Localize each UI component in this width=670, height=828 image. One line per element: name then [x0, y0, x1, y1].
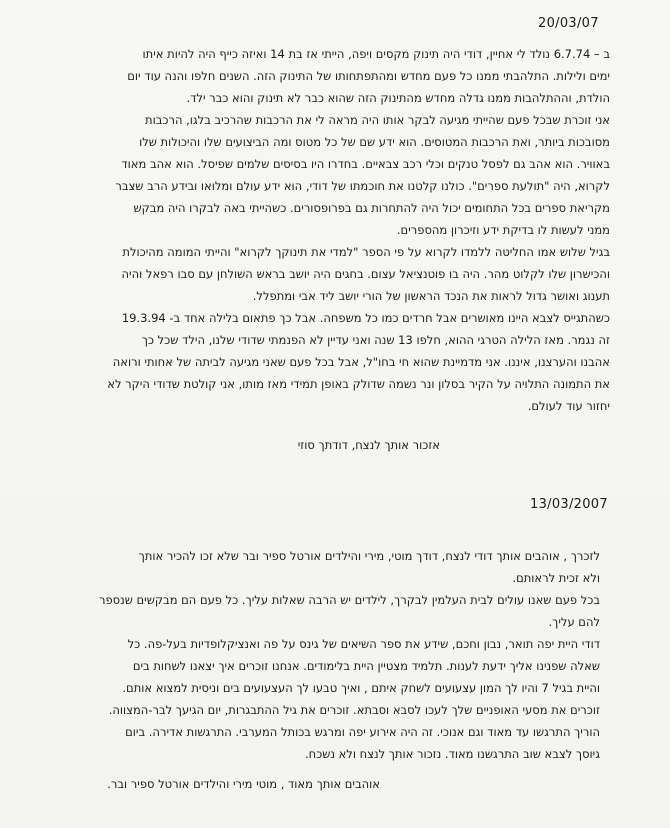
letter-1-line: יחזור עוד לעולם.	[527, 399, 610, 413]
letter-1-line: אהבנו והערצנו, איננו. אני מדמיינת שהוא חי בחו"ל, אבל בכל פעם שאני מגיעה לביתה של אחותי ורואה	[112, 355, 610, 369]
letter-1-line: באוויר. הוא אהב גם לפסל טנקים וכלי רכב צבאיים. בחדרו היו בסיסים שלמים שפיסל. הוא אהב מאוד	[121, 157, 610, 171]
letter-1-line: לקרוא, היה "תולעת ספרים". כולנו קלטנו את חוכמתו של דודי, הוא ידע עולם ומלואו ובידע הרב שצבר	[115, 179, 610, 193]
letter-2-line: ולא זכית לראותם.	[512, 571, 600, 585]
letter-1-line: תענוג ואושר גדול לראות את הנכד הראשון של הורי יושב ליד אבי ומתפלל.	[252, 289, 610, 303]
letter-2-date: 13/03/2007	[530, 497, 608, 512]
letter-2-line: זוכרים את מסעי האופניים שלך לעכו לסבא וסבתא. זוכרים את גיל ההתבגרות, יום הגיעך לבר-המצווה.	[108, 703, 600, 717]
letter-1-line: בגיל שלוש אמו החליטה ללמדו לקרוא על פי הספר "למדי את תינוקך לקרוא" והייתי המומה מהיכולת	[122, 245, 610, 259]
letter-1-line: מסובכות ביותר, ואת הרכבות המטוסים. הוא ידע שם של כל מטוס ומה הביצועים שלו והיכולות שלו	[139, 135, 610, 149]
letter-2-body	[60, 545, 600, 765]
letter-1-signature: אזכור אותך לנצח, דודתך סוזי	[297, 438, 440, 452]
letter-1-line: ב – 6.7.74 נולד לי אחיין, דודי היה תינוק מקסים ויפה, הייתי אז בת 14 ואיזה כייף היה להיות איתו	[142, 47, 610, 61]
letter-2-line: גיוסך לצבא שוב התרגשנו מאוד. נזכור אותך לנצח ולא נשכח.	[304, 747, 600, 761]
letter-1-line: הולדת, וההתלהבות ממנו גדלה מחדש מהתינוק הזה שהוא כבר לא תינוק והוא כבר ילד.	[186, 91, 610, 105]
letter-1-date: 20/03/07	[538, 16, 599, 31]
letter-1-line: ממני לעשות לו בדיקת ידע וזיכרון מהספרים.	[396, 223, 610, 237]
letter-1-line: את התמונה התלויה על הקיר בסלון ונר נשמה שדולק באופן תמידי מאז מותו, אני קולטת שדודי היקר לא	[107, 377, 610, 391]
letter-2-line: שאלה שפנינו אליך ידעת לענות. תלמיד מצטיין היית בלימודים. אנחנו זוכרים איך יצאנו לשחות בים	[132, 659, 600, 673]
letter-1-body	[50, 43, 610, 417]
letter-2-line: לזכרך , אוהבים אותך דודי לנצח, דודך מוטי, מירי והילדים אורטל ספיר ובר שלא זכו להכיר אותך	[138, 549, 600, 563]
letter-2-line: והיית בגיל 7 והיו לך המון עצעועים לשחק איתם , ואיך טבעו לך העצעועים בים וניסית למצוא אותם.	[122, 681, 600, 695]
letter-2-line: להם עליך.	[548, 615, 600, 629]
letter-1-line: מקריאת ספרים בכל התחומים יכול היה להתחרות גם בפרופסורים. כשהייתי באה לבקרו היה מבקש	[133, 201, 610, 215]
letter-2-line: בכל פעם שאנו עולים לבית העלמין לבקרך, לילדים יש הרבה שאלות עליך. כל פעם הם מבקשים שנספר	[99, 593, 600, 607]
letter-1-line: ימים ולילות. התלהבתי ממנו כל פעם מחדש ומהתפתחותו של התינוק הזה. השנים חלפו והנה עוד יום	[127, 69, 610, 83]
letter-1-line: כשהתגייס לצבא היינו מאושרים אבל חרדים כמו כל משפחה. אבל כך פתאום בלילה אחד ב- 19.3.94	[121, 311, 610, 325]
letter-2-signature: אוהבים אותך מאוד , מוטי מירי והילדים אורטל ספיר ובר.	[107, 777, 380, 791]
letter-2-line: דודי היית יפה תואר, נבון וחכם, שידע את ספר השיאים של גינס על פה ואנציקלופדיות בעל-פה. כל	[127, 637, 600, 651]
letter-2-line: הוריך התרגשו עד מאוד וגם אנוכי. זה היה אירוע יפה ומרגש בכותל המערבי. התרגשות אדירה. ביום	[125, 725, 600, 739]
letter-1-line: אני זוכרת שבכל פעם שהייתי מגיעה לבקר אותו היה מראה לי את הרכבות שהרכיב בלגו, הרכבות	[145, 113, 610, 127]
letter-1-line: זה נגמר. מאז הלילה הטרגי ההוא, חלפו 13 שנה ואני עדיין לא הפנמתי שדודי שלנו, הילד שכל כך	[141, 333, 610, 347]
letter-1-line: והכישרון שלו לקלוט מהר. היה בו פוטנציאל עצום. בחגים היה יושב בראש השולחן עם סבו רפאל והיה	[121, 267, 610, 281]
